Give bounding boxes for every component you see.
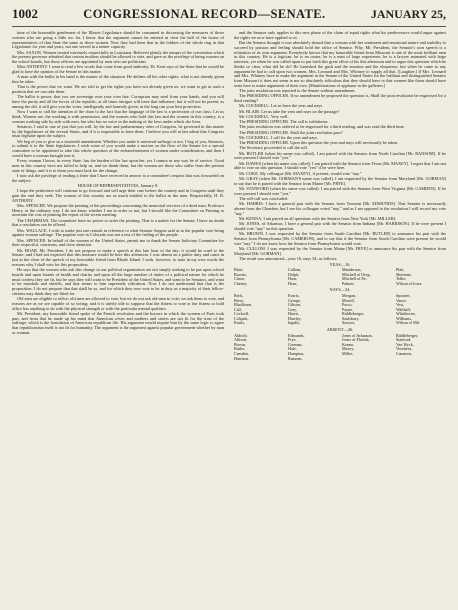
senator-name: Vest,	[396, 303, 405, 308]
nays-list	[234, 294, 446, 326]
senator-name: Frye,	[288, 338, 297, 343]
senator-name: Butler,	[234, 347, 246, 352]
senator-name: Cameron,	[396, 351, 413, 356]
senator-name: Miller,	[342, 351, 354, 356]
senator-name: Call,	[234, 307, 242, 312]
senator-name: Stanford,	[396, 338, 412, 343]
paragraph: Mr. BROWN. I was requested by the Senator from South Carolina [Mr. BUTLER] to announce his pair with the Senator from Pennsylvania [Mr. CAMERON], and to say that if the Senator from South Carolina were present he would vote "nay." I do not know how the Senator from Pennsylvania would vote.	[234, 231, 446, 246]
paragraph: Senators, I said to one of you that you will, by the law and parliamentary rules of Congress, be governed in this matter by the legislatures of the several States, and if it is impossible to have them, I believe you will at last admit that Congress must legislate upon the subject.	[12, 123, 224, 139]
senator-name: Camden,	[234, 351, 249, 356]
senator-name: Blackburn,	[234, 303, 253, 308]
paragraph: The roll-call was concluded.	[239, 195, 288, 201]
paragraph: The PRESIDING OFFICER. The call is withdrawn.	[239, 119, 329, 124]
paragraph: Mr. BLAIR. Let us take the yeas and nays on the passage?	[239, 108, 340, 114]
paragraph: Mr. President, my honorable friend spoke of the French revolution and the horrors in which the women of Paris took part, and from that he made up his mind that American wives and mothers and sisters are not fit for the trust of the suffrage, which is the foundation of American republican life. His argument would require him by the same logic to agree that republicanism itself is not fit for humanity. The argument is the argument against popular government whether by man or woman,	[12, 310, 224, 335]
senator-name: Hawley,	[288, 316, 302, 321]
absent-heading: ABSENT—26.	[326, 327, 354, 333]
page-number: 1002	[12, 6, 38, 21]
senator-name: Vance,	[396, 298, 408, 303]
senator-name: Berry,	[234, 298, 245, 303]
senator-name: Gibson,	[288, 303, 301, 308]
senator-name: Payne,	[342, 307, 354, 312]
paragraph: The joint resolution was reported to the Senate without amendment.	[239, 88, 356, 93]
senator-name: Palmer,	[342, 281, 355, 286]
yeas-heading: YEAS—16.	[329, 261, 351, 267]
paragraph: A man with the ballot in his hand is the master of the situation. He defines all his other rights; what is not already given him he takes.	[12, 74, 224, 84]
paragraph: I hope the petitioners will continue to go forward and will urge their case before the country and in Congress until they gain the end they seek. The women of this country are as much entitled to the ballot as the men. Respectfully, H. B. ANTHONY.	[12, 188, 224, 203]
nays-heading: NAYS—34.	[329, 287, 351, 293]
senator-name: Wilson of Iowa.	[396, 281, 423, 286]
senator-name: Maxey,	[342, 347, 355, 352]
paragraph: We beg of you to give us a sixteenth amendment. Whether you make it universal suffrage or not, I beg of you, Senators, to submit it to the State legislatures. I wish some of you would make a motion on the floor of the Senate for a special committee to be appointed to take this whole question of the enfranchisement of women under consideration, and then I would have a woman brought into it.	[12, 138, 224, 158]
publication-title: CONGRESSIONAL RECORD—SENATE.	[83, 7, 326, 21]
senator-name: Cullom,	[288, 268, 302, 273]
text-columns	[12, 31, 446, 609]
paragraph: Mr. COCKRELL. Very well.	[239, 113, 289, 119]
paragraph: The joint resolution was ordered to be engrossed for a third reading, and was read the third time.	[239, 124, 405, 130]
paragraph: The PRESIDING OFFICER. Shall the joint resolution pass?	[239, 129, 343, 135]
senator-name: Blair,	[234, 268, 244, 273]
senator-name: Hoar,	[288, 277, 298, 282]
paragraph: Mrs. SPENCER. In behalf of the women of the United States, permit me to thank the Senate Judiciary Committee for their respectful, courteous, and close attention.	[12, 237, 224, 248]
senator-name: Spooner,	[396, 294, 411, 299]
paragraph: Mr. COKE. My colleague [Mr. MAXEY], if present, would vote "nay."	[239, 170, 362, 176]
paragraph: The ballot is power, that you are sovereign over your own fate. Corruption may steal from your hands, and you will have the purity and all the forces of the republic; at all times intrigue will have that influence; but it will not be potent; as among the old, it will give you the votes, intelligently and honestly given, in the long run your best protection.	[12, 94, 224, 109]
paragraph: Mr. HOAR. Mr. President, I do not propose to make a speech at this late hour of the day; it would be cruel to the Senate; and I had not expected that this measure would be here this afternoon. I was absent on a public duty and came in just at the close of the speech of my honorable friend from Rhode Island. I wish, however, to state in my own words the reasons why I shall vote for this proposition.	[12, 247, 224, 267]
senator-name: George,	[288, 298, 301, 303]
senator-name: Kenna,	[342, 342, 354, 347]
senator-name: Whitthorne,	[396, 312, 416, 317]
paragraph: Mr. COCKRELL. I call for the yeas and nays.	[239, 134, 319, 140]
senator-name: Wilson of Md.	[396, 321, 420, 326]
paragraph: Mrs. SAXON. Women treated extremely respectfully in Louisiana. Believed plainly the temper of the convention which the present governor admitted that certain mothers should be allowed to vote, and gave us the privilege of being women on the school boards, but those officers are appointed by men who are politicians.	[12, 49, 224, 64]
paragraph: Miss ANTHONY. I want to read a few words that come from good authority. Dr. Kent says of the State that he would be glad to have the opinion of the Senate in this matter.	[12, 64, 224, 74]
senator-name: Voorhees,	[396, 347, 413, 352]
senator-name: Gorman,	[288, 342, 303, 347]
senator-name: Brown,	[234, 342, 247, 347]
paragraph: The Secretary proceeded to call the roll.	[239, 145, 308, 151]
senator-name: Morrill,	[342, 298, 355, 303]
senator-name: Ingalls,	[288, 321, 301, 326]
senator-name: Saulsbury,	[342, 316, 360, 321]
left-column	[12, 31, 224, 609]
paragraph: time of the honorable gentlemen of the Illinois Legislature should be consumed in discussing the measures of those women who are going a little too far. I know that the argument cannot be entered in clear the half of the house of representatives of that State the same as those women. Now they had been that in the lobbies of the whole ring in that Legislature for year and years, not one served in a neuter capacity.	[12, 31, 224, 50]
senator-name: Hampton,	[288, 351, 305, 356]
senator-name: Beck,	[234, 294, 244, 299]
senator-name: Hoar,	[288, 281, 298, 286]
paragraph: Old men are eligible to office; old men are allowed to vote, but we do not ask old men to vote; we ask them to vote, and reasons are as we are capable of so voting; and it is utterly idle to suppose that the fitness to vote or the fitness to hold office has anything to do with the physical strength or with the particular mental qualities.	[12, 296, 224, 311]
page-header	[12, 6, 446, 27]
paragraph: But the Senator thought it was absolutely absurd that a woman with her sentiment and emotional nature and inability to succeed by passion and feeling should hold the office of Senator. Why, Mr. President, the Senator's own speech is a refutation of its own argument. Everybody knows that my honorable friend from Missouri is one of the most brilliant men in this country. He is a logician, he is an orator, he is a man of large experience, he is a lawyer animated with large interests; yet when he was called upon to put forth this great effort of his this afternoon and to argue this question which he thinks so clear, what did he do? He furnished the gush and the emotion and the eloquence, but when he came to any argument he had to call upon two women, Mrs. Leonard and Mrs. Whitney to supply all that. [Laughter.] If Mrs. Leonard and Mrs. Whitney have to make the argument in the Senate of the United States for the brilliant and distinguished Senator from Missouri it does not seem to me so absolutely ridiculous that they should have or that women like them should have seats here to make arguments of their own. [Manifestations of applause in the galleries.]	[234, 40, 446, 88]
senator-name: Jones of Florida,	[342, 338, 370, 343]
senator-name: Mitchell of Oreg.,	[342, 272, 372, 277]
paragraph: and the Senator only applies to this new phase of the claim of equal rights what his predecessors would argue against the rights we now have applied to us.	[234, 31, 446, 40]
senator-name: Jones of Arkansas,	[342, 333, 373, 338]
senator-name: Platt,	[396, 268, 405, 273]
paragraph: Mrs. WALLACE. I wish to make just one remark in reference to what Senator Sargent said as to the popular vote being against woman suffrage. The popular vote in Colorado was not a test of the feeling of the people.	[12, 227, 224, 238]
paragraph: Every woman I know, in every State, has the burden of the law upon her, yet I cannot in any way be of service. Good men in this country have not failed to help us, and we thank them; but the women are those who suffer from the present state of things, and it is to them you must look for the change.	[12, 158, 224, 173]
paragraph: The result was announced—yeas 16, nays 34; as follows:	[239, 255, 338, 261]
senator-name: Bowen,	[234, 272, 247, 277]
paragraph: Now I want to call the attention of the chair to the fact that the language of the law is a protection of our class. Let us think. Women are, the working is with permission, and the women who hold this law and the women in this country, is a woman working side by side with men, but who has no voice in the making of the laws under which she lives.	[12, 109, 224, 124]
right-column	[234, 31, 446, 609]
paragraph: Mr. KENNA. I am paired on all questions with the Senator from New York [Mr. MILLER].	[239, 215, 397, 221]
senator-name: Cockrell,	[234, 312, 250, 317]
senator-name: Cheney,	[234, 281, 248, 286]
senator-name: Morgan,	[342, 294, 356, 299]
paragraph: The PRESIDING OFFICER. If no amendment be proposed the question is, Shall the joint resolution be engrossed for a third reading?	[234, 93, 446, 103]
senator-name: Gray,	[288, 307, 297, 312]
paragraph: HOUSE OF REPRESENTATIVES, January 8.	[77, 182, 159, 188]
senator-name: Eustis,	[234, 321, 246, 326]
senator-name: Manderson,	[342, 268, 362, 273]
senator-name: Edmunds,	[288, 333, 305, 338]
senator-name: Pasco,	[342, 303, 353, 308]
paragraph: Mr. HARRIS. I have a general pair with the Senator from Vermont [Mr. EDMUNDS]. That Senator is necessarily absent from the Chamber, but I see his colleague voted "nay," and as I am opposed to the resolution I will record my vote "nay."	[234, 201, 446, 216]
senator-name: Riddleberger,	[342, 312, 365, 317]
senator-name: Riddleberger,	[396, 333, 419, 338]
page-date: JANUARY 25,	[370, 7, 446, 21]
senator-name: Walthall,	[396, 307, 411, 312]
senator-name: Colquitt,	[234, 316, 249, 321]
senator-name: Evarts,	[288, 294, 300, 299]
right-column-text	[234, 31, 446, 262]
senator-name: Sherman,	[396, 272, 412, 277]
absent-list	[234, 334, 446, 361]
senator-name: Sawyer,	[342, 321, 356, 326]
senator-name: Harrison,	[234, 356, 250, 361]
senator-name: Mitchell of Pa.,	[342, 277, 368, 282]
senator-name: Aldrich,	[234, 333, 248, 338]
paragraph: Mr. BUTLER (when his name was called). I am paired with the Senator from North Carolina [Mr. RANSOM]. If he were present I should vote "yea."	[234, 150, 446, 161]
yeas-list	[234, 268, 446, 286]
senator-name: Allison,	[234, 338, 248, 343]
paragraph: Mr. CULLOM. I was requested by the Senator from Maine [Mr. FRYE] to announce his pair with the Senator from Maryland [Mr. GORMAN].	[234, 245, 446, 256]
paragraph: Mr. JONES, of Arkansas. I have a general pair with the Senator from Indiana [Mr. HARRISON]. If he were present I should vote "nay" on this question.	[234, 221, 446, 231]
senator-name: Chace,	[234, 277, 246, 282]
paragraph: Mr. DAWES (when his name was called). I am paired with the Senator from Texas [Mr. MAXEY]. I regret that I am not able to vote on this question. I should vote "yea" if he were here.	[234, 160, 446, 171]
senator-name: Teller,	[396, 277, 407, 282]
senator-name: Ransom,	[288, 356, 303, 361]
senator-name: Dolph,	[288, 272, 300, 277]
paragraph: The CHAIRMAN. The committee have no power to order the printing. That is a matter for the Senate; I have no doubt that a resolution can be offered.	[12, 217, 224, 228]
senator-name: Hale,	[288, 347, 297, 352]
paragraph: The PRESIDING OFFICER. Upon this question the yeas and nays will necessarily be taken.	[239, 140, 399, 145]
paragraph: Mr. GRAY (when Mr. GORMAN'S name was called). I am requested by the Senator from Maryland [Mr. GORMAN] to say that he is paired with the Senator from Maine [Mr. FRYE].	[234, 175, 446, 186]
paragraph: Mrs. SPENCER. We propose the printing of the proceedings concerning the memorial services of a dead man, Professor Henry, in the ordinary way. I do not know whether I am in order or not, but I should like the Committee on Printing to ascertain the cost of printing the report of the recent meeting.	[12, 202, 224, 218]
senator-name: Van Wyck,	[396, 342, 414, 347]
paragraph: That is the power that we want. We are told to get the rights you have not already given us; we want to get in such a position that we can take them.	[12, 84, 224, 94]
paragraph: He says that the women who ask this change in our political organization are not simply seeking to be put upon school boards and upon boards of health and charity and upon all the large number of duties of a political nature for which he must confess they are fit, but he says they will want to be President of the United States, and want to be Senators, and want to be marshals and sheriffs, and that seems to him supremely ridiculous. Now I do not understand that that is the proposition. I do not propose that that shall be so, and for which they now vote to be in duty as a majority of their fellow-citizens may think they are fitted for.	[12, 267, 224, 296]
senator-name: Harris,	[288, 312, 300, 317]
senator-name: Williams,	[396, 316, 412, 321]
paragraph: I now ask the privilege of reading a letter that I have received in answer to a committee's request that was forwarded on the subject:	[12, 172, 224, 183]
paragraph: Mr. STANFORD (when his name was called). I am paired with the Senator from West Virginia [Mr. CAMDEN]. If he were present I should vote "yea."	[234, 185, 446, 196]
paragraph: Mr. COCKRELL. Let us have the yeas and nays.	[239, 103, 324, 109]
